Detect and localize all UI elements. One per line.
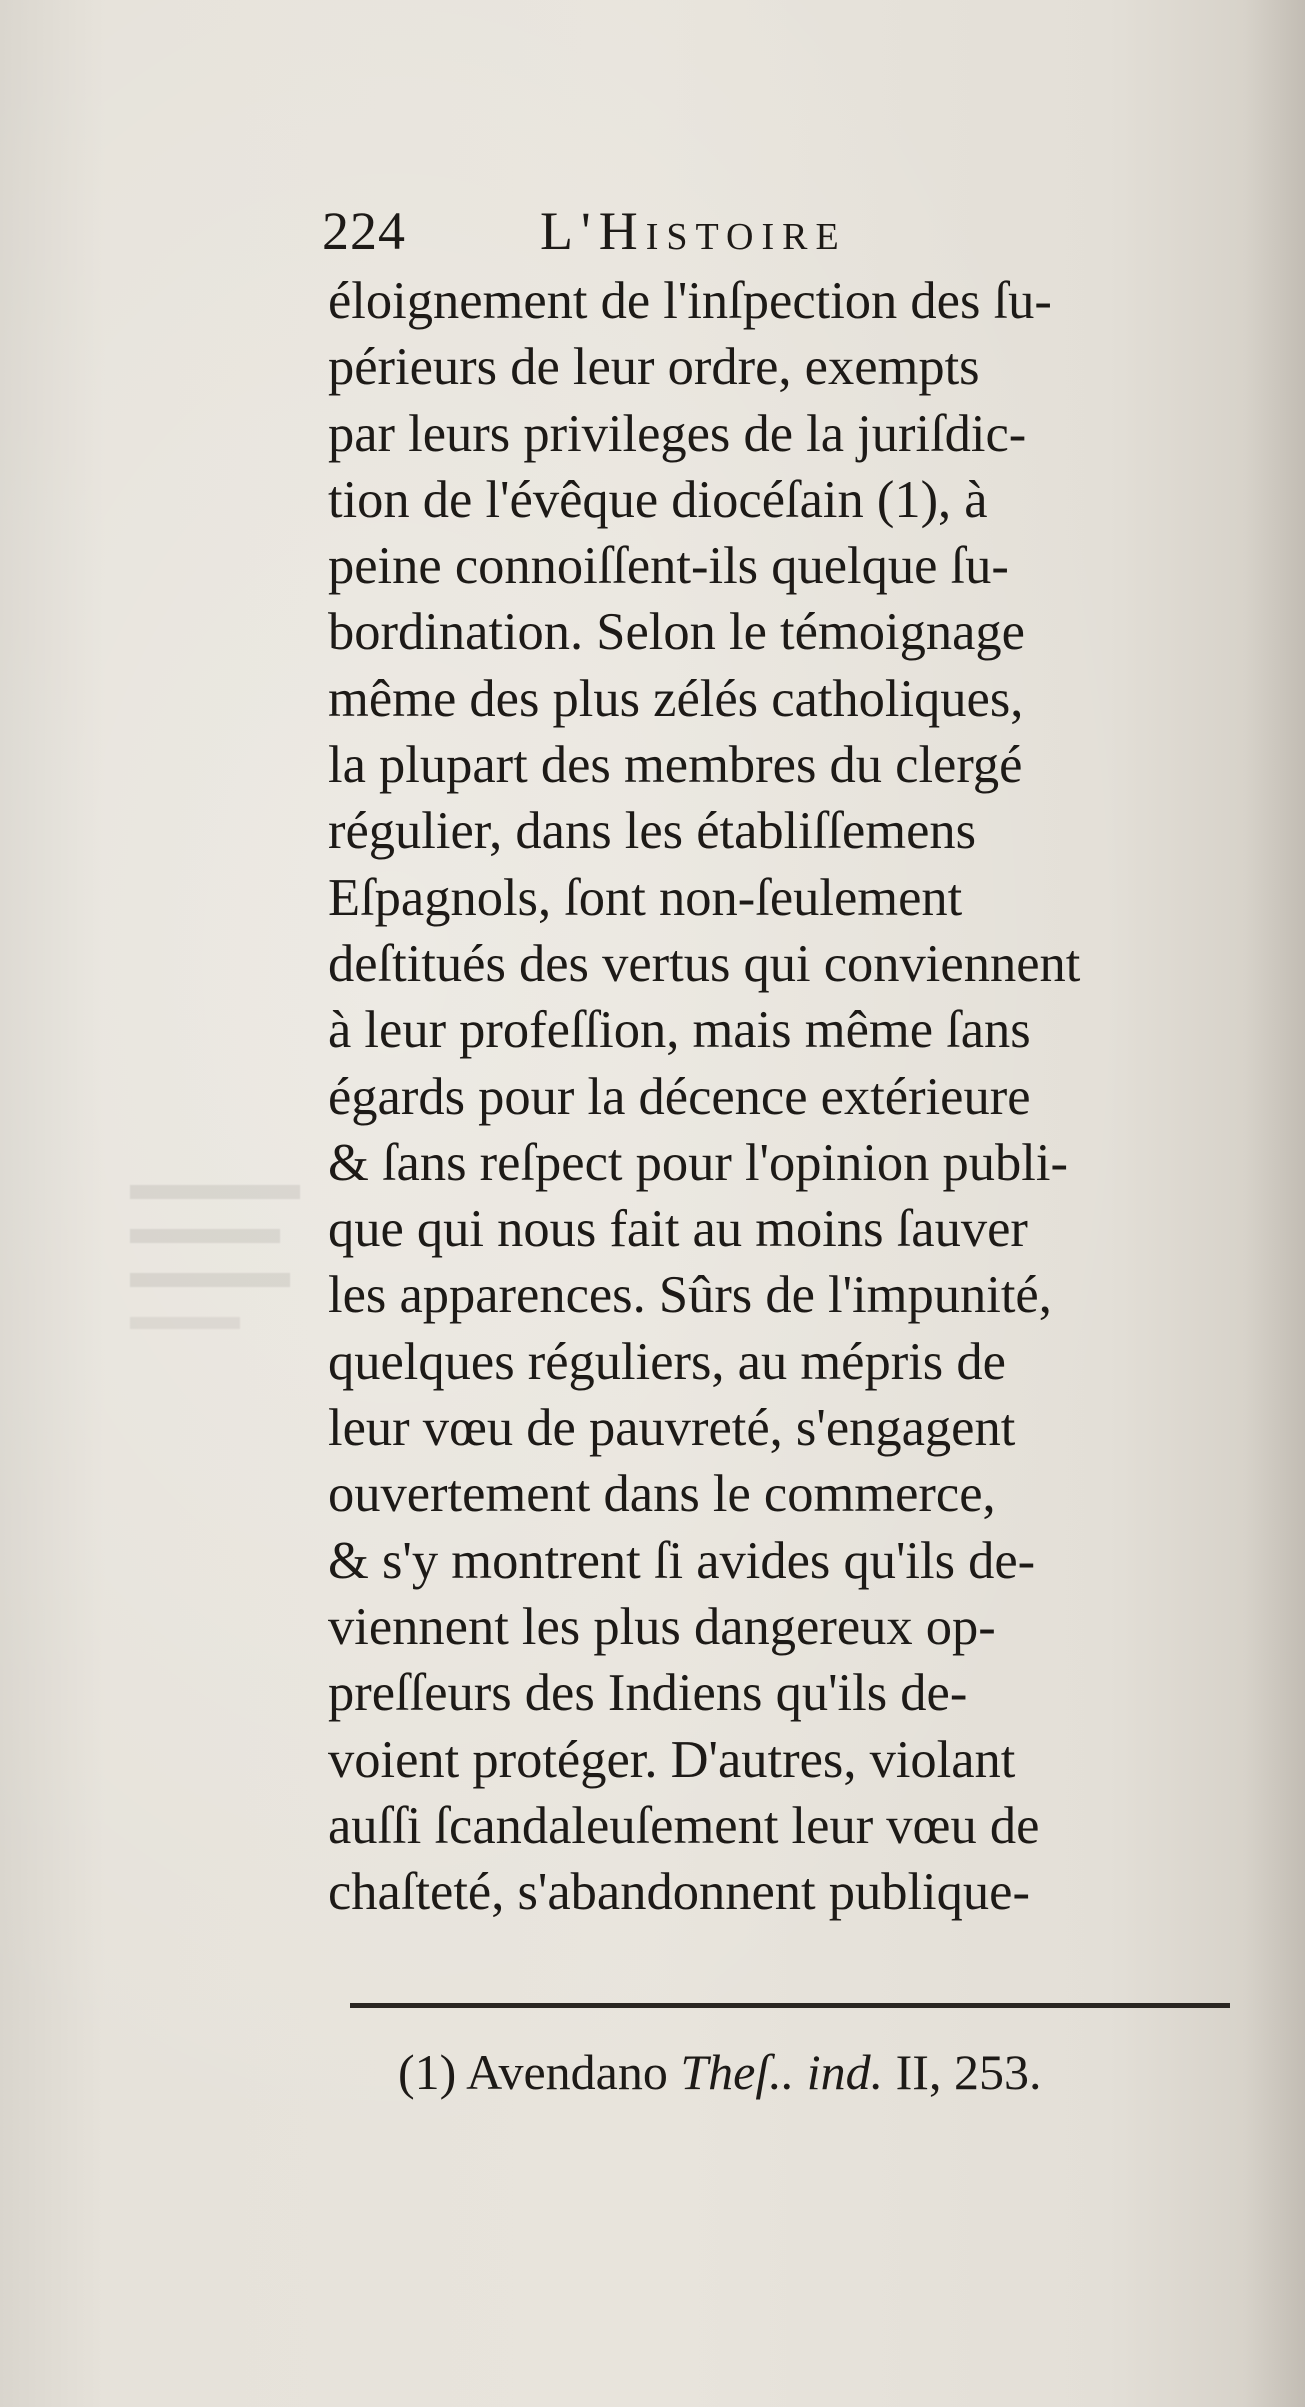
text-line: à leur profeſſion, mais même ſans — [328, 1001, 1031, 1060]
text-line: peine connoiſſent-ils quelque ſu- — [328, 537, 1009, 596]
footnote-marker: (1) — [398, 2044, 457, 2100]
text-line: chaſteté, s'abandonnent publique- — [328, 1863, 1030, 1922]
text-line: quelques réguliers, au mépris de — [328, 1332, 1006, 1391]
text-line: tion de l'évêque diocéſain (1), à — [328, 470, 988, 529]
page-number: 224 — [322, 201, 406, 261]
text-line: deſtitués des vertus qui conviennent — [328, 934, 1081, 993]
text-line: viennent les plus dangereux op- — [328, 1597, 996, 1656]
text-line: même des plus zélés catholiques, — [328, 669, 1024, 728]
text-line: leur vœu de pauvreté, s'engagent — [328, 1399, 1016, 1458]
text-line: ouvertement dans le commerce, — [328, 1465, 996, 1524]
running-title: L'Histoire — [540, 201, 847, 261]
footnote-work: Theſ.. ind. — [680, 2044, 884, 2100]
text-line: preſſeurs des Indiens qu'ils de- — [328, 1664, 968, 1723]
bleed-through-ornament — [110, 1175, 310, 1357]
text-line: égards pour la décence extérieure — [328, 1067, 1031, 1126]
bleed-through-marks — [110, 1175, 310, 1345]
text-line: les apparences. Sûrs de l'impunité, — [328, 1266, 1052, 1325]
text-line: voient protéger. D'autres, violant — [328, 1730, 1016, 1789]
text-line: périeurs de leur ordre, exempts — [328, 338, 980, 397]
text-line: & ſans reſpect pour l'opinion publi- — [328, 1133, 1068, 1192]
footnote — [398, 2040, 1258, 2104]
text-line: régulier, dans les établiſſemens — [328, 802, 977, 861]
footnote-author: Avendano — [466, 2044, 668, 2100]
text-line: que qui nous fait au moins ſauver — [328, 1200, 1028, 1259]
text-line: par leurs privileges de la juriſdic- — [328, 404, 1027, 463]
footnote-rule — [350, 2003, 1230, 2008]
text-line: Eſpagnols, ſont non-ſeulement — [328, 868, 963, 927]
text-line: la plupart des membres du clergé — [328, 736, 1023, 795]
text-line: auſſi ſcandaleuſement leur vœu de — [328, 1796, 1040, 1855]
text-line: éloignement de l'inſpection des ſu- — [328, 272, 1052, 330]
footnote-reference: II, 253. — [895, 2044, 1042, 2100]
text-line: & s'y montrent ſi avides qu'ils de- — [328, 1531, 1036, 1590]
body-text — [328, 268, 1258, 1925]
page-header — [322, 200, 1042, 270]
text-line: bordination. Selon le témoignage — [328, 603, 1025, 662]
